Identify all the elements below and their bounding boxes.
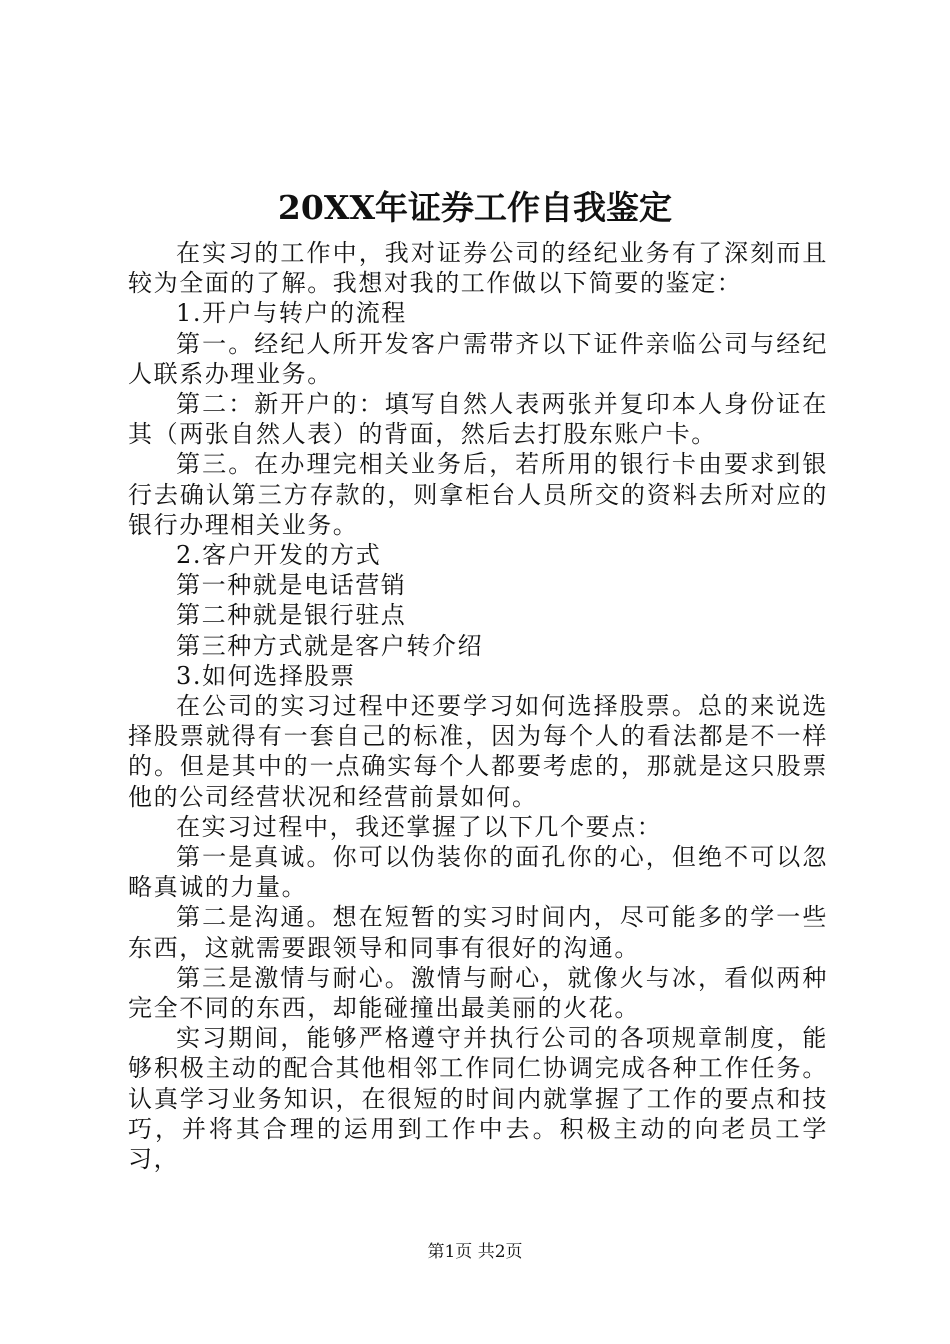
section-heading-account-process: 1.开户与转户的流程 [176, 299, 407, 328]
paragraph-step-two: 第二：新开户的：填写自然人表两张并复印本人身份证在其（两张自然人表）的背面，然后去打股东账户卡。 [128, 390, 828, 449]
paragraph-intro: 在实习的工作中，我对证券公司的经纪业务有了深刻而且较为全面的了解。我想对我的工作做以下简要的鉴定： [128, 239, 828, 298]
list-item-bank-station: 第二种就是银行驻点 [176, 601, 407, 630]
document-title: 20XX年证券工作自我鉴定 [277, 188, 673, 227]
paragraph-key-points-intro: 在实习过程中，我还掌握了以下几个要点： [176, 812, 663, 841]
section-heading-client-development: 2.客户开发的方式 [176, 541, 382, 570]
section-heading-stock-selection: 3.如何选择股票 [176, 661, 356, 690]
list-item-phone-sales: 第一种就是电话营销 [176, 571, 407, 600]
paragraph-sincerity: 第一是真诚。你可以伪装你的面孔你的心，但绝不可以忽略真诚的力量。 [128, 843, 828, 902]
paragraph-step-one: 第一。经纪人所开发客户需带齐以下证件亲临公司与经纪人联系办理业务。 [128, 329, 828, 388]
paragraph-communication: 第二是沟通。想在短暂的实习时间内，尽可能多的学一些东西，这就需要跟领导和同事有很好的沟通。 [128, 903, 828, 962]
paragraph-step-three: 第三。在办理完相关业务后，若所用的银行卡由要求到银行去确认第三方存款的，则拿柜台人员所交的资料去所对应的银行办理相关业务。 [128, 450, 828, 539]
page-footer: 第1页 共2页 [427, 1242, 523, 1262]
list-item-referral: 第三种方式就是客户转介绍 [176, 631, 484, 660]
paragraph-passion-patience: 第三是激情与耐心。激情与耐心，就像火与冰，看似两种完全不同的东西，却能碰撞出最美丽的火花。 [128, 963, 828, 1023]
paragraph-internship-summary: 实习期间，能够严格遵守并执行公司的各项规章制度，能够积极主动的配合其他相邻工作同仁协调完成各种工作任务。认真学习业务知识，在很短的时间内就掌握了工作的要点和技巧，并将其合理的运用到工作中去。积极主动的向老员工学习， [128, 1024, 828, 1174]
document-body [128, 238, 828, 1174]
paragraph-stock-selection: 在公司的实习过程中还要学习如何选择股票。总的来说选择股票就得有一套自己的标准，因为每个人的看法都是不一样的。但是其中的一点确实每个人都要考虑的，那就是这只股票他的公司经营状况和经营前景如何。 [128, 692, 828, 811]
